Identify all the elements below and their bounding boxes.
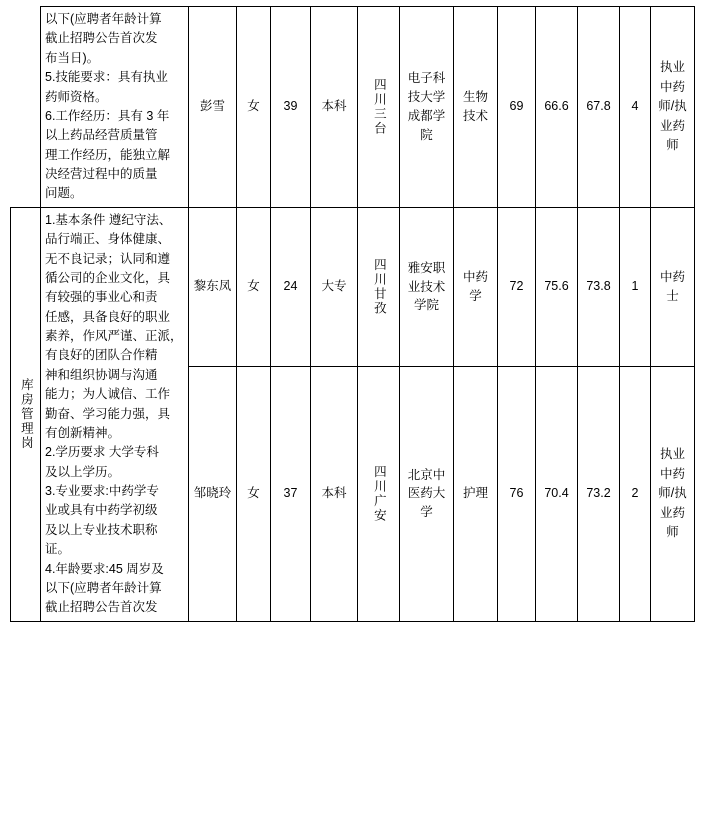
cell-rank: 4 — [620, 7, 651, 208]
cell-age: 24 — [271, 207, 311, 366]
req-line: 以下(应聘者年龄计算 — [45, 12, 162, 26]
cell-score1: 72 — [498, 207, 536, 366]
cell-origin — [358, 367, 400, 622]
req-line: 业或具有中药学初级 — [45, 503, 158, 518]
req-line: 布当日)。 — [45, 50, 100, 65]
post-text: 库房管理岗 — [19, 377, 34, 451]
req-line: 以上药品经营质量管 — [45, 128, 158, 143]
cell-certificate: 中药士 — [651, 207, 695, 366]
req-line: 有良好的团队合作精 — [45, 348, 158, 363]
req-line: 能力；为人诚信、工作 — [45, 387, 171, 402]
req-line: 3.专业要求:中药学专 — [45, 484, 159, 498]
origin-text: 四川三台 — [372, 77, 387, 136]
cell-major — [454, 207, 498, 366]
req-line: 有较强的事业心和责 — [45, 290, 158, 305]
document-page — [0, 6, 704, 839]
major-text: 生物技术 — [462, 90, 488, 123]
cell-sex: 女 — [237, 367, 271, 622]
req-line: 无不良记录；认同和遵 — [45, 251, 171, 266]
school-text: 电子科技大学成都学院 — [407, 71, 446, 142]
req-line: 证。 — [45, 542, 71, 557]
req-line: 及以上学历。 — [45, 464, 121, 479]
req-line: 神和组织协调与沟通 — [45, 367, 158, 382]
cell-age: 39 — [271, 7, 311, 208]
cell-origin — [358, 7, 400, 208]
cell-score2: 66.6 — [536, 7, 578, 208]
req-line: 截止招聘公告首次发 — [45, 31, 158, 46]
cell-score2: 70.4 — [536, 367, 578, 622]
cell-sex: 女 — [237, 207, 271, 366]
cell-score1: 69 — [498, 7, 536, 208]
cell-requirements-row1 — [41, 7, 189, 208]
req-line: 循公司的企业文化，具 — [45, 270, 171, 285]
req-line: 药师资格。 — [45, 89, 108, 104]
major-text: 护理 — [462, 486, 488, 501]
school-text: 北京中医药大学 — [407, 467, 446, 520]
cell-requirements-warehouse — [41, 207, 189, 621]
cell-school — [400, 207, 454, 366]
cell-major — [454, 7, 498, 208]
req-line: 理工作经历，能独立解 — [45, 147, 171, 162]
req-line: 2.学历要求 大学专科 — [45, 445, 159, 460]
cell-education: 本科 — [311, 367, 358, 622]
req-line: 6.工作经历：具有 3 年 — [45, 108, 170, 123]
req-line: 品行端正、身体健康、 — [45, 232, 171, 247]
cell-major — [454, 367, 498, 622]
cell-post-empty-top — [11, 7, 41, 208]
cell-age: 37 — [271, 367, 311, 622]
req-line: 4.年龄要求:45 周岁及 — [45, 561, 164, 576]
req-line: 截止招聘公告首次发 — [45, 600, 158, 615]
cell-score3: 67.8 — [578, 7, 620, 208]
req-line: 有创新精神。 — [45, 425, 121, 440]
table-row — [11, 7, 695, 208]
req-line: 素养，作风严谨、正派， — [45, 329, 183, 343]
cell-school — [400, 7, 454, 208]
major-text: 中药学 — [462, 270, 488, 303]
req-line: 以下(应聘者年龄计算 — [45, 580, 162, 595]
table-row — [11, 207, 695, 366]
recruitment-table — [10, 6, 695, 622]
cell-education: 本科 — [311, 7, 358, 208]
cell-score2: 75.6 — [536, 207, 578, 366]
origin-text: 四川甘孜 — [372, 257, 387, 316]
req-line: 及以上专业技术职称 — [45, 522, 158, 537]
cell-name: 黎东凤 — [189, 207, 237, 366]
cell-certificate: 执业中药师/执业药师 — [651, 367, 695, 622]
cell-education: 大专 — [311, 207, 358, 366]
cell-rank: 1 — [620, 207, 651, 366]
cell-sex: 女 — [237, 7, 271, 208]
req-line: 1.基本条件 遵纪守法、 — [45, 212, 172, 227]
cell-school — [400, 367, 454, 622]
cell-score3: 73.8 — [578, 207, 620, 366]
cell-rank: 2 — [620, 367, 651, 622]
cell-score1: 76 — [498, 367, 536, 622]
cell-name: 彭雪 — [189, 7, 237, 208]
origin-text: 四川广安 — [372, 464, 387, 523]
cell-score3: 73.2 — [578, 367, 620, 622]
req-line: 问题。 — [45, 186, 83, 201]
req-line: 决经营过程中的质量 — [45, 167, 158, 181]
cell-certificate: 执业中药师/执业药师 — [651, 7, 695, 208]
req-line: 勤奋、学习能力强，具 — [45, 406, 171, 421]
cell-name: 邹晓玲 — [189, 367, 237, 622]
cell-origin — [358, 207, 400, 366]
req-line: 5.技能要求：具有执业 — [45, 70, 168, 85]
school-text: 雅安职业技术学院 — [407, 260, 446, 313]
cell-post-warehouse — [11, 207, 41, 621]
req-line: 任感，具备良好的职业 — [45, 309, 171, 324]
